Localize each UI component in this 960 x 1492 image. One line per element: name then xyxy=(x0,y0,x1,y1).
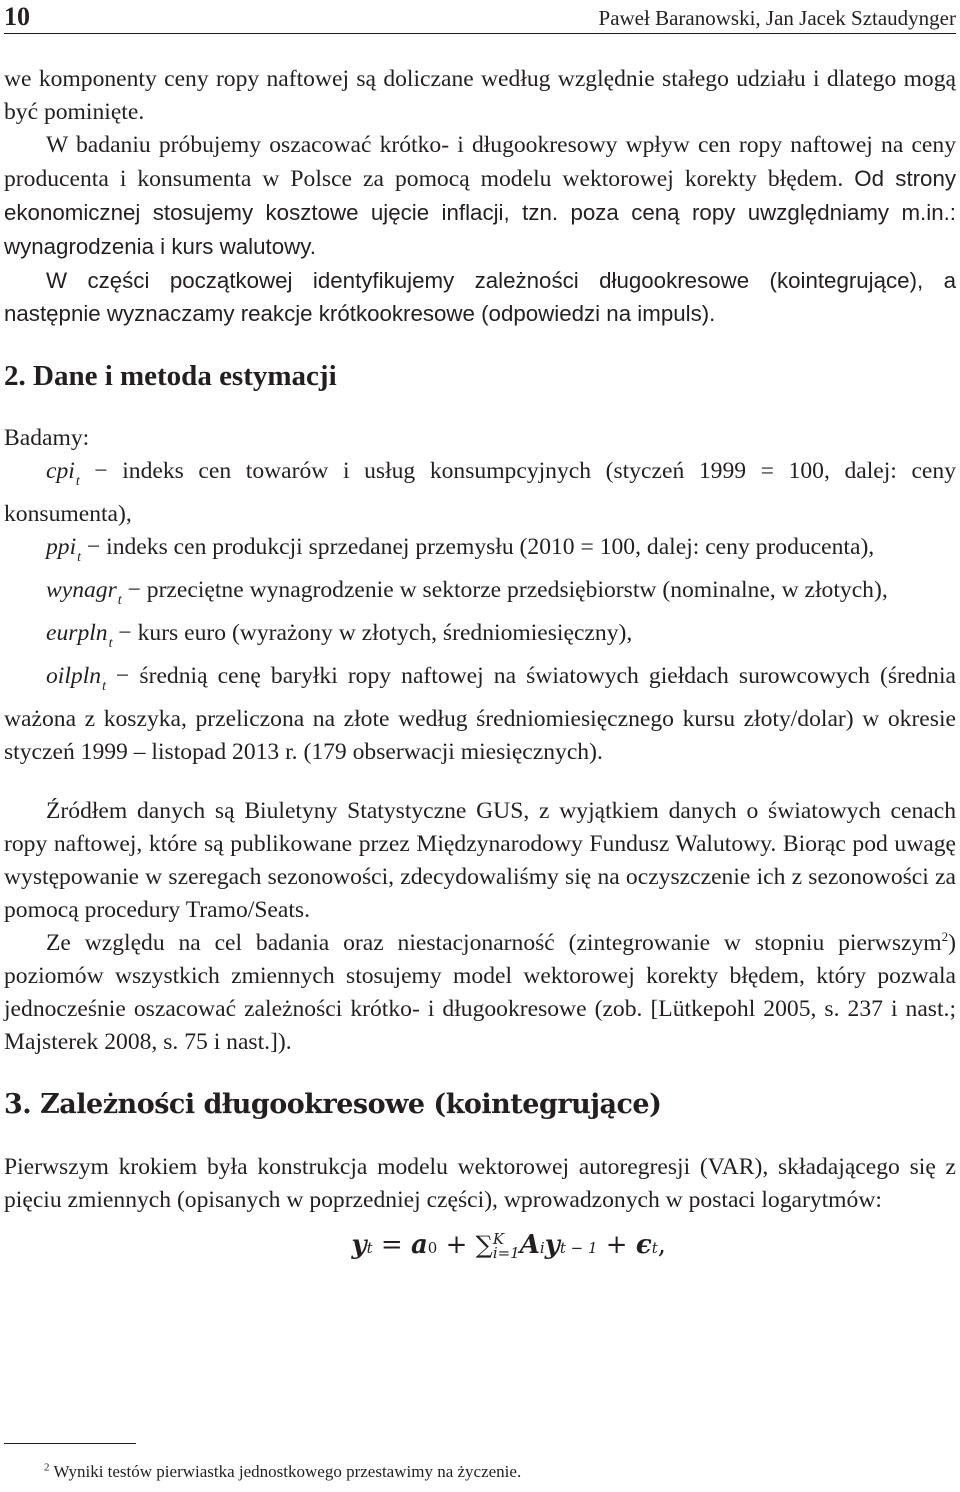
variable-item xyxy=(4,531,956,574)
section-heading: 3. Zależności długookresowe (kointegrujące) xyxy=(4,1089,662,1120)
eq-punct: , xyxy=(657,1230,666,1260)
sum-limits xyxy=(493,1232,520,1260)
variable-name: ppi xyxy=(46,534,77,560)
eq-symbol: A xyxy=(519,1230,540,1260)
variable-subscript: t xyxy=(117,593,122,608)
variable-name: cpi xyxy=(46,458,75,484)
var-equation xyxy=(4,1223,956,1270)
sum-upper: K xyxy=(492,1230,505,1248)
paragraph: Pierwszym krokiem była konstrukcja modelu wektorowej autoregresji (VAR), składającego się z pięciu zmiennych (opisanych w poprzedniej części), wprowadzonych w postaci logarytmów: xyxy=(4,1154,956,1213)
variable-item xyxy=(4,455,956,531)
variable-item xyxy=(4,660,956,769)
variable-name: oilpln xyxy=(46,663,102,689)
sum-lower: i=1 xyxy=(492,1244,520,1262)
eq-operator: + xyxy=(597,1230,636,1260)
variables-intro: Badamy: xyxy=(4,425,90,451)
eq-subscript: 0 xyxy=(427,1239,438,1257)
eq-symbol: ϵ xyxy=(635,1230,652,1260)
section-heading: 2. Dane i metoda estymacji xyxy=(4,360,337,392)
variable-desc: − indeks cen produkcji sprzedanej przemysłu (2010 = 100, dalej: ceny producenta), xyxy=(81,534,875,560)
footnote-number: 2 xyxy=(44,1461,50,1474)
eq-operator: + xyxy=(437,1230,476,1260)
paragraph-text: Ze względu na cel badania oraz niestacjonarność (zintegrowanie w stopniu pierwszym xyxy=(46,930,942,956)
paragraph: Źródłem danych są Biuletyny Statystyczne GUS, z wyjątkiem danych o światowych cenach ropy naftowej, które są publikowane przez Międzynarodowy Fundusz Walutowy. Biorąc pod uwagę występowanie w szeregach sezonowości, zdecydowaliśmy się na oczyszczenie ich z sezonowości za pomocą procedury Tramo/Seats. xyxy=(4,798,956,923)
running-head: Paweł Baranowski, Jan Jacek Sztaudynger xyxy=(598,6,956,30)
paragraph: W części początkowej identyfikujemy zależności długookresowe (kointegrujące), a następnie wyznaczamy reakcje krótkookresowe (odpowiedzi na impuls). xyxy=(4,268,956,326)
variable-desc: − przeciętne wynagrodzenie w sektorze przedsiębiorstw (nominalne, w złotych), xyxy=(121,577,888,603)
eq-symbol: a xyxy=(410,1230,428,1260)
variable-name: eurpln xyxy=(46,620,108,646)
footnote xyxy=(44,1460,521,1484)
footnote-divider xyxy=(4,1443,136,1444)
page-header xyxy=(4,0,956,34)
paragraph-text-sans: Od strony ekonomicznej stosujemy kosztowe ujęcie inflacji, tzn. poza ceną ropy uwzględniamy m.in.: wynagrodzenia i kurs walutowy. xyxy=(4,166,957,259)
paragraph-text: W badaniu próbujemy oszacować krótko- i długookresowy wpływ cen ropy naftowej na ceny producenta i konsumenta w Polsce za pomocą modelu wektorowej korekty błędem. xyxy=(4,132,956,192)
paragraph xyxy=(4,927,956,1059)
variable-item xyxy=(4,574,956,617)
sum-symbol: ∑ xyxy=(475,1231,493,1259)
eq-subscript: i xyxy=(539,1239,545,1257)
paragraph xyxy=(4,129,956,264)
eq-subscript: t − 1 xyxy=(559,1239,598,1257)
variable-desc: − średnią cenę baryłki ropy naftowej na światowych giełdach surowcowych (średnia ważona z koszyka, przeliczona na złote według średniomiesięcznego kursu złoty/dolar) w okresie styczeń 1999 – listopad 2013 r. (179 obserwacji miesięcznych). xyxy=(4,663,956,765)
eq-subscript: t xyxy=(366,1239,373,1257)
footnote-text: Wyniki testów pierwiastka jednostkowego przestawimy na życzenie. xyxy=(49,1462,522,1481)
variable-desc: − kurs euro (wyrażony w złotych, średniomiesięczny), xyxy=(112,620,633,646)
variable-desc: − indeks cen towarów i usług konsumpcyjnych (styczeń 1999 = 100, dalej: ceny konsumenta), xyxy=(4,458,956,527)
footnote-ref: 2 xyxy=(941,929,949,945)
variable-subscript: t xyxy=(108,636,113,651)
eq-symbol: y xyxy=(351,1230,367,1260)
eq-operator: = xyxy=(372,1230,411,1260)
paragraph: we komponenty ceny ropy naftowej są doliczane według względnie stałego udziału i dlatego mogą być pominięte. xyxy=(4,66,956,125)
page-number: 10 xyxy=(4,2,30,31)
page-body xyxy=(4,63,956,1270)
variable-subscript: t xyxy=(102,679,106,694)
variable-subscript: t xyxy=(77,550,82,565)
variable-subscript: t xyxy=(75,474,80,489)
paragraph-text: ) poziomów wszystkich zmiennych stosujemy model wektorowej korekty błędem, który pozwala jednocześnie oszacować zależności krótko- i długookresowe (zob. [Lütkepohl 2005, s. 237 i nast.; Majsterek 2008, s. 75 i nast.]). xyxy=(4,930,956,1055)
variable-name: wynagr xyxy=(46,577,117,603)
variable-item xyxy=(4,617,956,660)
variable-list xyxy=(4,455,956,769)
eq-subscript: t xyxy=(651,1239,658,1257)
eq-symbol: y xyxy=(544,1230,560,1260)
